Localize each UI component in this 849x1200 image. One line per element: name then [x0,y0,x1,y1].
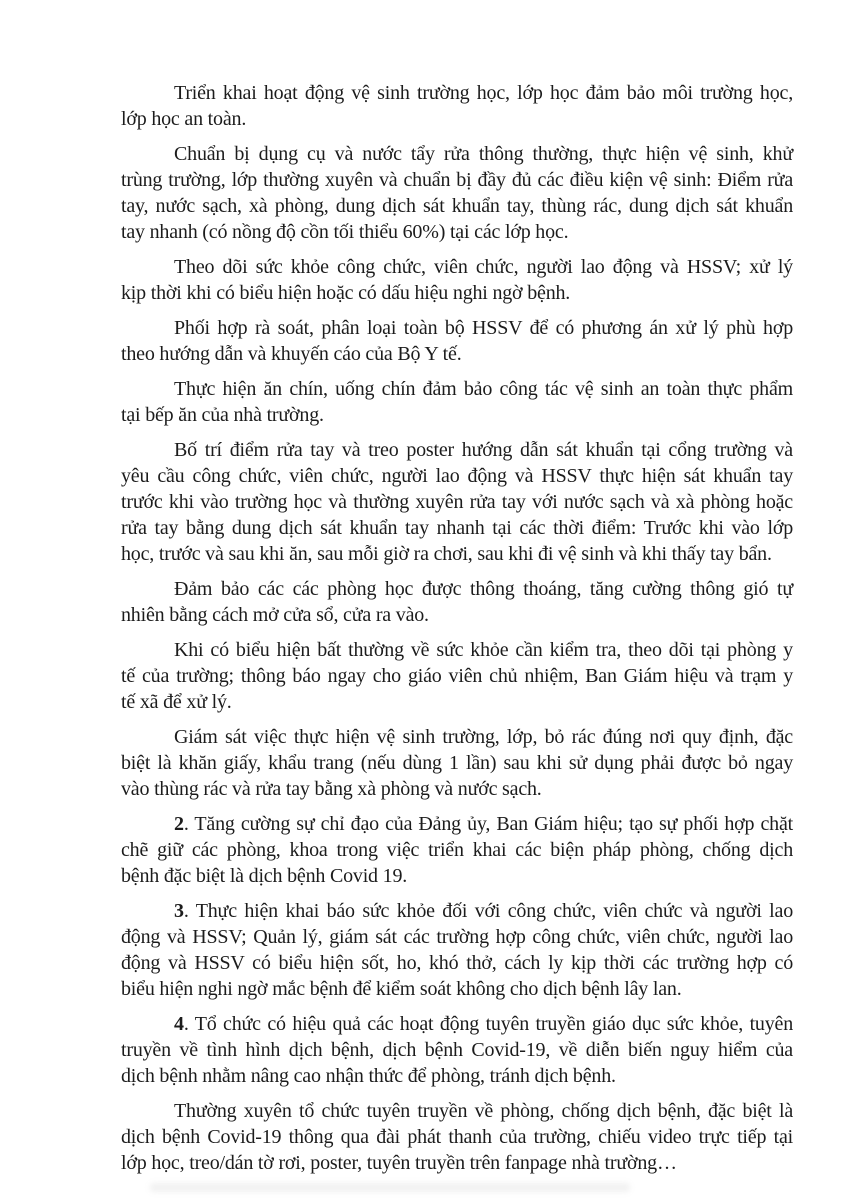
text-run: . Tăng cường sự chỉ đạo của Đảng ủy, Ban Giám hiệu; tạo sự phối hợp chặt [183,813,793,835]
text-line: chẽ giữ các phòng, khoa trong việc triển khai các biện pháp phòng, chống dịch [121,839,793,861]
paragraph [121,315,793,367]
text-line: rửa tay bằng dung dịch sát khuẩn tay nhanh tại các thời điểm: Trước khi vào lớp [121,517,793,539]
paragraph-number: 4 [174,1013,184,1035]
text-line: Giám sát việc thực hiện vệ sinh trường, lớp, bỏ rác đúng nơi quy định, đặc [174,726,793,748]
text-line: Bố trí điểm rửa tay và treo poster hướng dẫn sát khuẩn tại cổng trường và [174,439,793,461]
text-line: Theo dõi sức khỏe công chức, viên chức, người lao động và HSSV; xử lý [174,256,793,278]
paragraph [121,141,793,245]
text-line: Chuẩn bị dụng cụ và nước tẩy rửa thông thường, thực hiện vệ sinh, khử [174,143,793,165]
text-block [121,80,793,1185]
paragraph [121,576,793,628]
text-line: trùng trường, lớp thường xuyên và chuẩn bị đầy đủ các điều kiện vệ sinh: Điểm rửa [121,169,793,191]
text-line: động và HSSV có biểu hiện sốt, ho, khó thở, cách ly kịp thời các trường hợp có [121,952,793,974]
text-line: Triển khai hoạt động vệ sinh trường học, lớp học đảm bảo môi trường học, [174,82,793,104]
text-line: nhiên bằng cách mở cửa sổ, cửa ra vào. [121,604,429,626]
text-line: động và HSSV; Quản lý, giám sát các trường hợp công chức, viên chức, người lao [121,926,793,948]
paragraph [121,1098,793,1176]
text-line [121,1011,793,1037]
text-line: vào thùng rác và rửa tay bằng xà phòng và nước sạch. [121,778,542,800]
paragraph-number: 2 [174,813,184,835]
text-line: bệnh đặc biệt là dịch bệnh Covid 19. [121,865,408,887]
paragraph [121,898,793,1002]
text-line: tay nhanh (có nồng độ cồn tối thiểu 60%) tại các lớp học. [121,221,569,243]
text-line: tế xã để xử lý. [121,691,232,713]
text-line: Khi có biểu hiện bất thường về sức khỏe cần kiểm tra, theo dõi tại phòng y [174,639,793,661]
text-line: biểu hiện nghi ngờ mắc bệnh để kiểm soát không cho dịch bệnh lây lan. [121,978,682,1000]
text-line [121,898,793,924]
text-line: dịch bệnh Covid-19 thông qua đài phát thanh của trường, chiếu video trực tiếp tại [121,1126,793,1148]
paragraph [121,724,793,802]
text-run: . Thực hiện khai báo sức khỏe đối với công chức, viên chức và người lao [183,900,793,922]
scan-smudge [150,1183,630,1192]
text-line: yêu cầu công chức, viên chức, người lao động và HSSV thực hiện sát khuẩn tay [121,465,793,487]
text-line: tế của trường; thông báo ngay cho giáo viên chủ nhiệm, Ban Giám hiệu và trạm y [121,665,793,687]
text-line: tay, nước sạch, xà phòng, dung dịch sát khuẩn tay, thùng rác, dung dịch sát khuẩn [121,195,793,217]
paragraph [121,1011,793,1089]
text-line: kịp thời khi có biểu hiện hoặc có dấu hiệu nghi ngờ bệnh. [121,282,571,304]
text-line: biệt là khăn giấy, khẩu trang (nếu dùng 1 lần) sau khi sử dụng phải được bỏ ngay [121,752,793,774]
text-line: Thực hiện ăn chín, uống chín đảm bảo công tác vệ sinh an toàn thực phẩm [174,378,793,400]
text-line: tại bếp ăn của nhà trường. [121,404,324,426]
paragraph [121,376,793,428]
text-line: theo hướng dẫn và khuyến cáo của Bộ Y tế. [121,343,462,365]
text-line: truyền về tình hình dịch bệnh, dịch bệnh Covid-19, về diễn biến nguy hiểm của [121,1039,793,1061]
text-line: Thường xuyên tổ chức tuyên truyền về phòng, chống dịch bệnh, đặc biệt là [174,1100,793,1122]
text-line: trước khi vào trường học và thường xuyên rửa tay với nước sạch và xà phòng hoặc [121,491,793,513]
text-line: Phối hợp rà soát, phân loại toàn bộ HSSV để có phương án xử lý phù hợp [174,317,793,339]
text-line [121,811,793,837]
paragraph [121,254,793,306]
paragraph [121,437,793,567]
text-run: . Tổ chức có hiệu quả các hoạt động tuyên truyền giáo dục sức khỏe, tuyên [183,1013,793,1035]
paragraph-number: 3 [174,900,184,922]
paragraph [121,637,793,715]
text-line: dịch bệnh nhằm nâng cao nhận thức để phòng, tránh dịch bệnh. [121,1065,616,1087]
paragraph [121,80,793,132]
text-line: Đảm bảo các các phòng học được thông thoáng, tăng cường thông gió tự [174,578,793,600]
text-line: lớp học, treo/dán tờ rơi, poster, tuyên truyền trên fanpage nhà trường… [121,1152,677,1174]
text-line: lớp học an toàn. [121,108,247,130]
paragraph [121,811,793,889]
text-line: học, trước và sau khi ăn, sau mỗi giờ ra chơi, sau khi đi vệ sinh và khi thấy tay bẩn. [121,543,772,565]
